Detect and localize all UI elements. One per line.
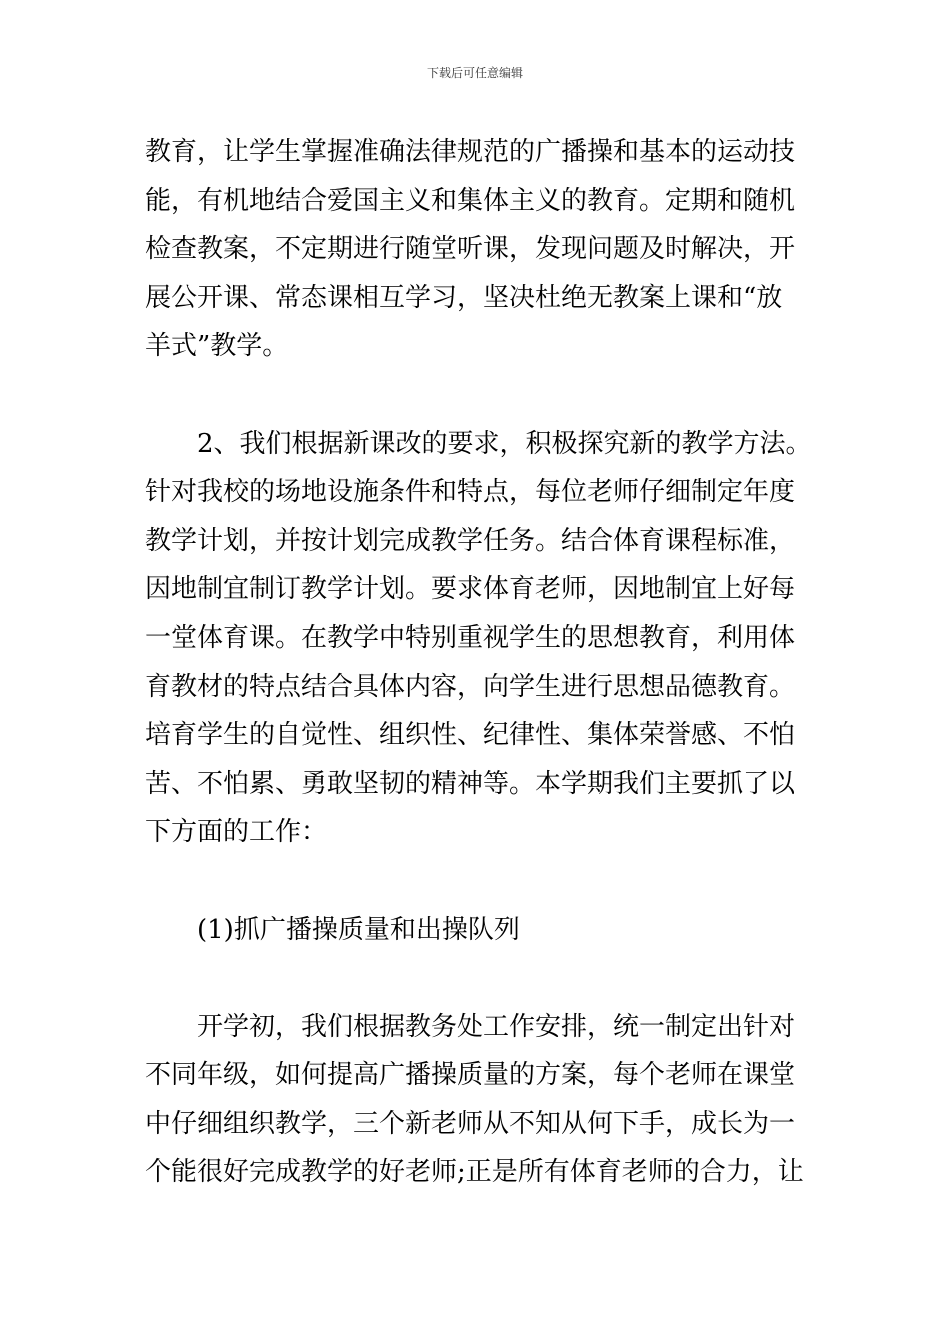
- text-line: (1)抓广播操质量和出操队列: [197, 914, 520, 945]
- paragraph-3-subheading: [145, 906, 810, 955]
- text-line: 一堂体育课。在教学中特别重视学生的思想教育，利用体: [145, 622, 796, 653]
- text-line: 展公开课、常态课相互学习，坚决杜绝无教案上课和“放: [145, 282, 783, 313]
- text-line: 教育，让学生掌握准确法律规范的广播操和基本的运动技: [145, 137, 796, 167]
- text-line: 2、我们根据新课改的要求，积极探究新的教学方法。: [197, 428, 812, 459]
- text-line: 中仔细组织教学，三个新老师从不知从何下手，成长为一: [145, 1108, 796, 1139]
- text-line: 开学初，我们根据教务处工作安排，统一制定出针对: [197, 1011, 796, 1042]
- paragraph-2: [145, 420, 810, 857]
- text-line: 苦、不怕累、勇敢坚韧的精神等。本学期我们主要抓了以: [145, 768, 796, 799]
- paragraph-4: [145, 1003, 810, 1197]
- text-line: 针对我校的场地设施条件和特点，每位老师仔细制定年度: [145, 477, 796, 508]
- text-line: 羊式”教学。: [145, 331, 289, 362]
- text-line: 下方面的工作：: [145, 817, 328, 848]
- text-line: 个能很好完成教学的好老师;正是所有体育老师的合力，让: [145, 1157, 804, 1188]
- text-line: 因地制宜制订教学计划。要求体育老师，因地制宜上好每: [145, 574, 796, 605]
- text-line: 能，有机地结合爱国主义和集体主义的教育。定期和随机: [145, 185, 796, 216]
- text-line: 育教材的特点结合具体内容，向学生进行思想品德教育。: [145, 671, 796, 702]
- paragraph-1: [145, 128, 810, 371]
- text-line: 检查教案，不定期进行随堂听课，发现问题及时解决，开: [145, 234, 796, 265]
- text-line: 培育学生的自觉性、组织性、纪律性、集体荣誉感、不怕: [145, 720, 796, 751]
- page-header-note: 下载后可任意编辑: [426, 66, 523, 80]
- text-line: 教学计划，并按计划完成教学任务。结合体育课程标准，: [145, 525, 796, 556]
- document-body: [145, 128, 810, 1197]
- text-line: 不同年级，如何提高广播操质量的方案，每个老师在课堂: [145, 1060, 796, 1091]
